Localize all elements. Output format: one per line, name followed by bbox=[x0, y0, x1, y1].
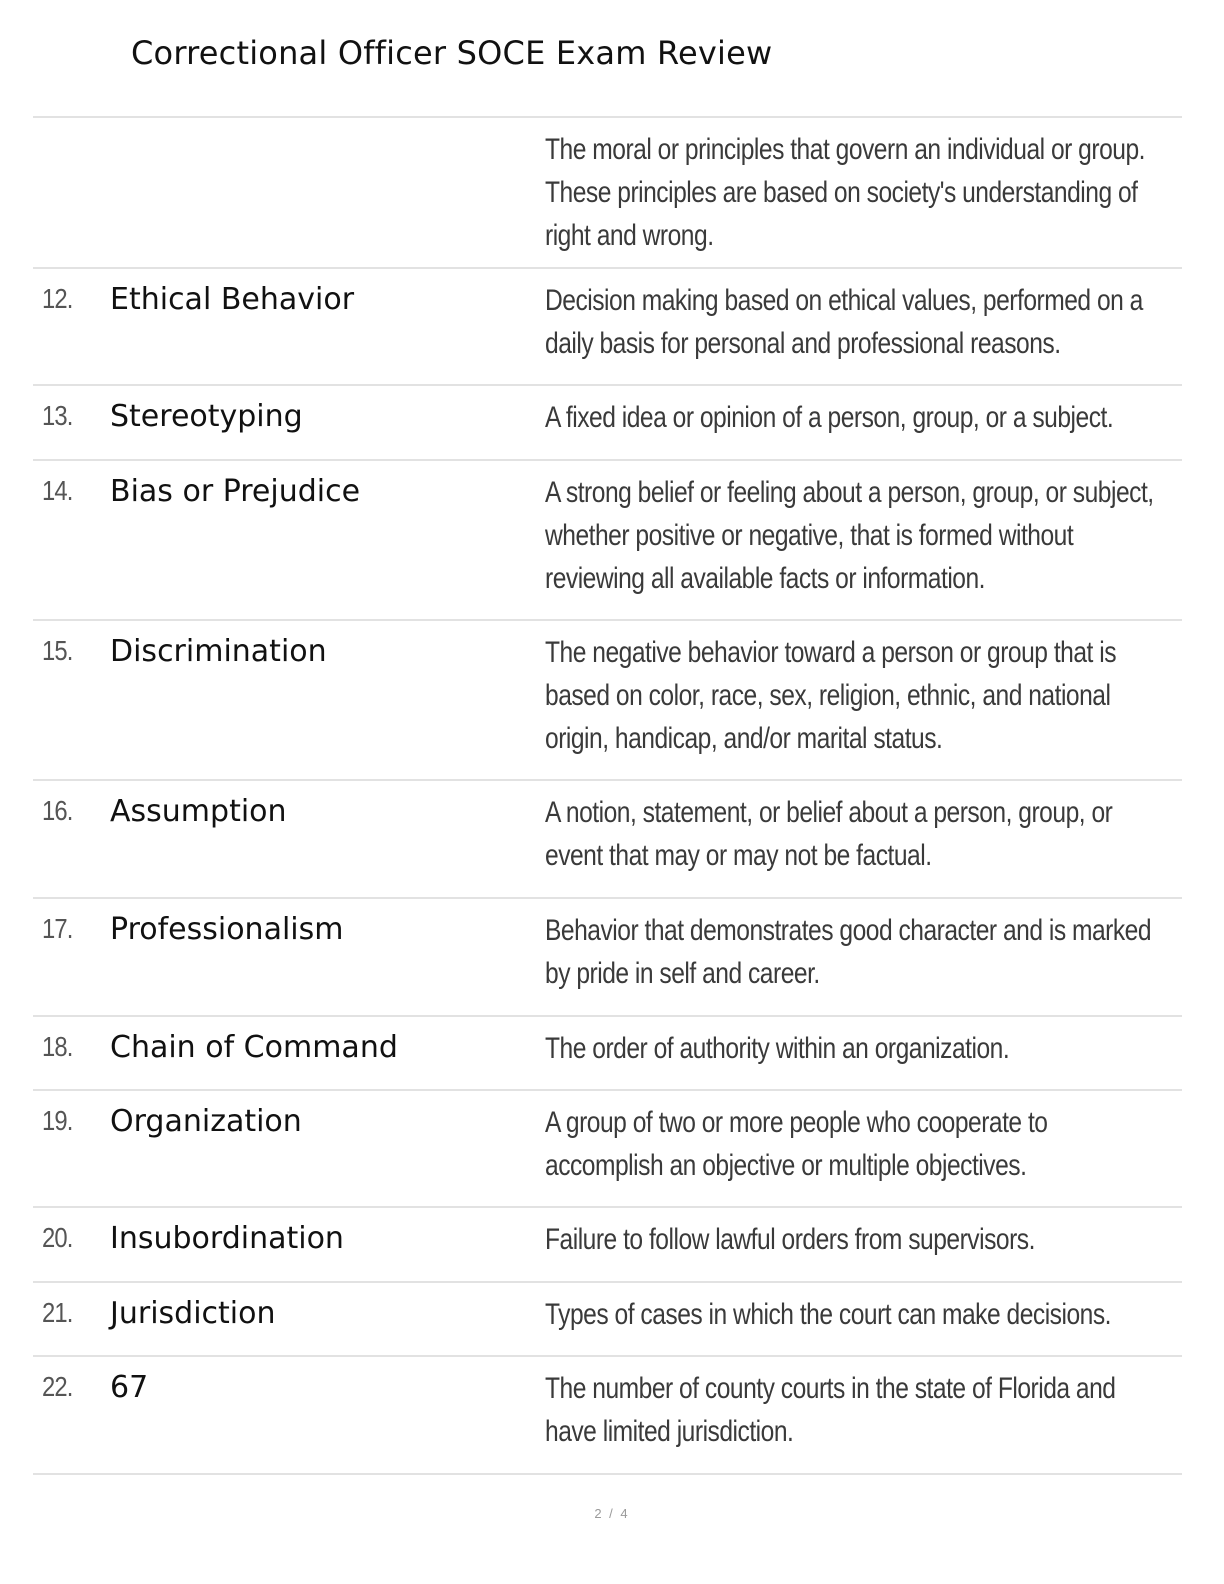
term-definition: Behavior that demonstrates good character and is marked by pride in self and career. bbox=[545, 914, 1152, 990]
terms-table bbox=[33, 116, 1182, 1475]
term-row bbox=[33, 269, 1182, 386]
term-row bbox=[33, 621, 1182, 781]
term-definition: A notion, statement, or belief about a person, group, or event that may or may not be factual. bbox=[545, 796, 1113, 872]
term-definition: Failure to follow lawful orders from supervisors. bbox=[545, 1223, 1035, 1256]
term-definition: The moral or principles that govern an individual or group. These principles are based on society's understanding of right and wrong. bbox=[545, 133, 1145, 252]
term-name: Bias or Prejudice bbox=[110, 474, 361, 509]
term-definition: A strong belief or feeling about a person, group, or subject, whether positive or negative, that is formed without reviewing all available facts or information. bbox=[545, 476, 1154, 595]
term-row bbox=[33, 386, 1182, 461]
term-row bbox=[33, 1091, 1182, 1208]
term-number: 20. bbox=[42, 1222, 73, 1253]
term-number: 19. bbox=[42, 1105, 73, 1136]
term-name: Ethical Behavior bbox=[110, 282, 355, 317]
term-definition: The negative behavior toward a person or group that is based on color, race, sex, religion, ethnic, and national origin, handicap, and/or marital status. bbox=[545, 636, 1117, 755]
term-row bbox=[33, 118, 1182, 269]
term-name: Discrimination bbox=[110, 634, 327, 669]
page-title: Correctional Officer SOCE Exam Review bbox=[131, 34, 773, 72]
term-name: Stereotyping bbox=[110, 399, 303, 434]
term-row bbox=[33, 1283, 1182, 1357]
term-number: 17. bbox=[42, 913, 73, 944]
term-definition: Decision making based on ethical values, performed on a daily basis for personal and professional reasons. bbox=[545, 284, 1143, 360]
term-definition: Types of cases in which the court can make decisions. bbox=[545, 1298, 1111, 1331]
term-row bbox=[33, 461, 1182, 621]
term-number: 18. bbox=[42, 1031, 73, 1062]
term-definition: The number of county courts in the state of Florida and have limited jurisdiction. bbox=[545, 1372, 1116, 1448]
term-row bbox=[33, 1357, 1182, 1475]
term-number: 13. bbox=[42, 400, 73, 431]
term-number: 12. bbox=[42, 283, 73, 314]
term-name: Professionalism bbox=[110, 912, 344, 947]
term-name: Insubordination bbox=[110, 1221, 344, 1256]
term-row bbox=[33, 1208, 1182, 1283]
term-definition: A fixed idea or opinion of a person, group, or a subject. bbox=[545, 401, 1114, 434]
page-number: 2 / 4 bbox=[594, 1506, 630, 1521]
term-number: 14. bbox=[42, 475, 73, 506]
term-name: Jurisdiction bbox=[110, 1296, 276, 1331]
term-row bbox=[33, 1017, 1182, 1091]
term-number: 21. bbox=[42, 1297, 73, 1328]
term-name: Organization bbox=[110, 1104, 302, 1139]
term-definition: The order of authority within an organization. bbox=[545, 1032, 1010, 1065]
term-row bbox=[33, 781, 1182, 899]
term-definition: A group of two or more people who cooperate to accomplish an objective or multiple objectives. bbox=[545, 1106, 1048, 1182]
term-row bbox=[33, 899, 1182, 1017]
term-number: 22. bbox=[42, 1371, 73, 1402]
term-name: 67 bbox=[110, 1370, 149, 1405]
term-name: Chain of Command bbox=[110, 1030, 398, 1065]
term-number: 16. bbox=[42, 795, 73, 826]
term-name: Assumption bbox=[110, 794, 287, 829]
term-number: 15. bbox=[42, 635, 73, 666]
